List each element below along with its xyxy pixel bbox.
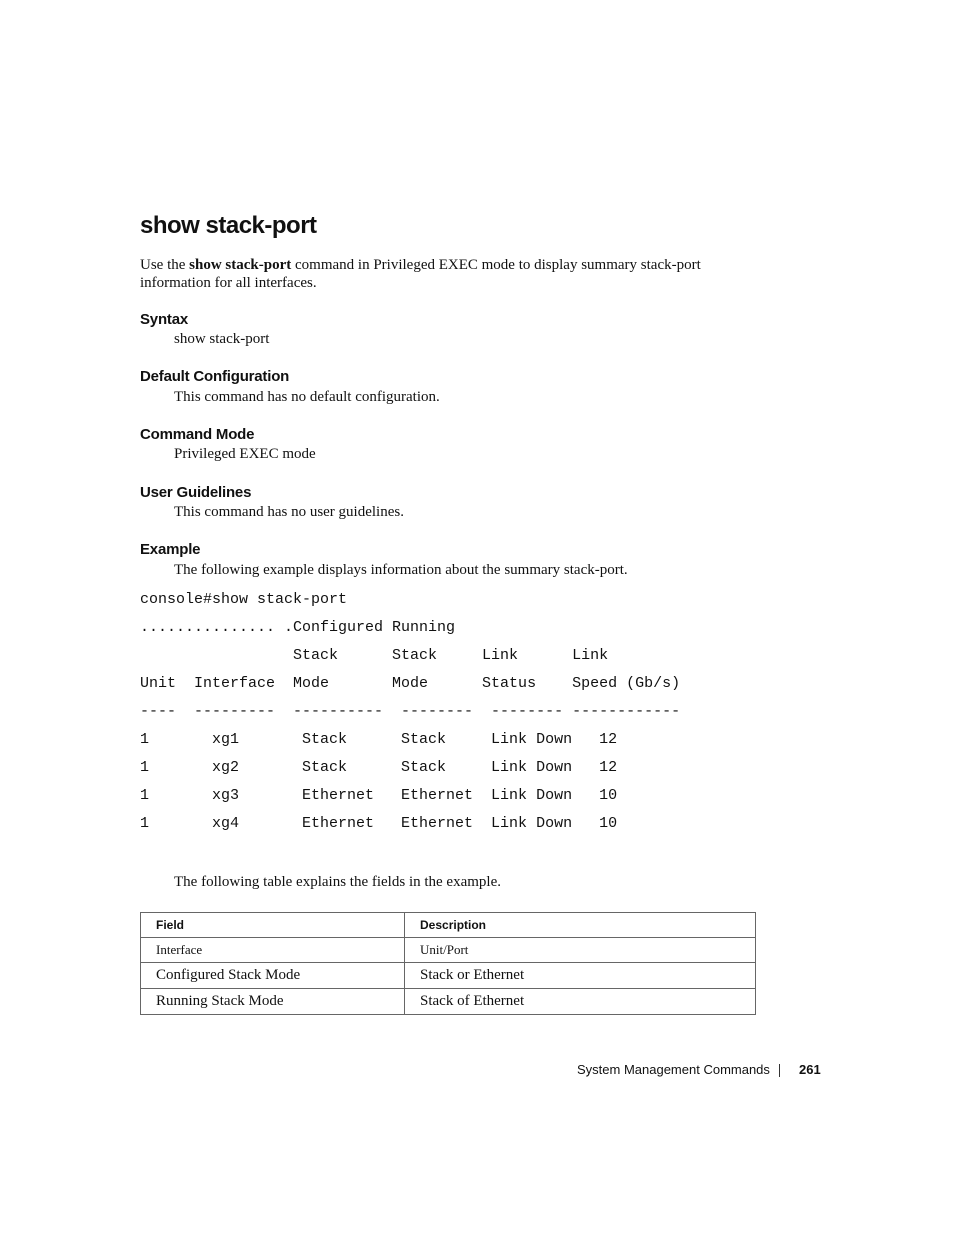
page-title: show stack-port xyxy=(140,212,317,239)
intro-text-line2: information for all interfaces. xyxy=(140,275,317,291)
console-line: 1 xg4 Ethernet Ethernet Link Down 10 xyxy=(140,815,618,832)
page-number: 261 xyxy=(799,1062,821,1077)
table-row xyxy=(141,938,756,963)
table-header-row xyxy=(141,913,756,938)
intro-paragraph xyxy=(140,256,701,292)
user-guidelines-heading: User Guidelines xyxy=(140,484,252,501)
table-header-description: Description xyxy=(405,913,756,938)
table-cell-description: Stack or Ethernet xyxy=(405,963,756,989)
default-config-text: This command has no default configuration. xyxy=(174,389,440,405)
console-line: 1 xg2 Stack Stack Link Down 12 xyxy=(140,759,618,776)
table-row xyxy=(141,989,756,1015)
table-intro: The following table explains the fields in the example. xyxy=(174,874,501,890)
table-row xyxy=(141,963,756,989)
example-heading: Example xyxy=(140,541,201,558)
user-guidelines-text: This command has no user guidelines. xyxy=(174,504,404,520)
syntax-heading: Syntax xyxy=(140,311,188,328)
intro-text-pre: Use the xyxy=(140,257,190,273)
command-mode-text: Privileged EXEC mode xyxy=(174,446,316,462)
fields-table xyxy=(140,912,756,1015)
default-config-heading: Default Configuration xyxy=(140,368,290,385)
table-cell-description: Unit/Port xyxy=(405,938,756,963)
table-cell-field: Running Stack Mode xyxy=(141,989,405,1015)
intro-text-post: command in Privileged EXEC mode to display summary stack-port xyxy=(291,257,701,273)
table-cell-field: Configured Stack Mode xyxy=(141,963,405,989)
console-line: ............... .Configured Running xyxy=(140,619,456,636)
footer-section-title: System Management Commands xyxy=(577,1062,770,1077)
footer-divider xyxy=(779,1064,780,1077)
command-mode-heading: Command Mode xyxy=(140,426,255,443)
syntax-text: show stack-port xyxy=(174,331,270,347)
console-line: 1 xg1 Stack Stack Link Down 12 xyxy=(140,731,618,748)
console-line: console#show stack-port xyxy=(140,591,348,608)
console-line: Stack Stack Link Link xyxy=(140,647,609,664)
table-cell-description: Stack of Ethernet xyxy=(405,989,756,1015)
console-line: Unit Interface Mode Mode Status Speed (Gb/s) xyxy=(140,675,681,692)
table-cell-field: Interface xyxy=(141,938,405,963)
console-line: 1 xg3 Ethernet Ethernet Link Down 10 xyxy=(140,787,618,804)
console-line: ---- --------- ---------- -------- -------- ------------ xyxy=(140,703,681,720)
example-text: The following example displays information about the summary stack-port. xyxy=(174,562,628,578)
table-header-field: Field xyxy=(141,913,405,938)
intro-command: show stack-port xyxy=(189,257,292,273)
